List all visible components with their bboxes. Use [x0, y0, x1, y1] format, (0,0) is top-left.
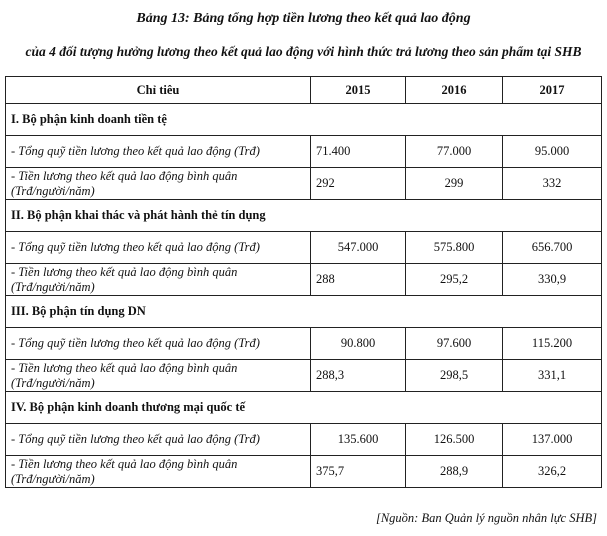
row-label: - Tổng quỹ tiền lương theo kết quả lao động (Trđ) — [6, 424, 311, 456]
section-title: III. Bộ phận tín dụng DN — [6, 296, 602, 328]
section-title: II. Bộ phận khai thác và phát hành thẻ tín dụng — [6, 200, 602, 232]
table-row — [6, 264, 602, 296]
value-2016: 97.600 — [406, 328, 503, 360]
salary-table — [5, 76, 602, 488]
value-2015: 292 — [311, 168, 406, 200]
value-2016: 77.000 — [406, 136, 503, 168]
value-2015: 90.800 — [311, 328, 406, 360]
table-title: Bảng 13: Bảng tổng hợp tiền lương theo kết quả lao động — [136, 11, 471, 26]
value-2016: 126.500 — [406, 424, 503, 456]
table-row — [6, 360, 602, 392]
value-2017: 330,9 — [503, 264, 602, 296]
value-2015: 288,3 — [311, 360, 406, 392]
row-label: - Tiền lương theo kết quả lao động bình quân (Trđ/người/năm) — [6, 168, 311, 200]
row-label: - Tổng quỹ tiền lương theo kết quả lao động (Trđ) — [6, 136, 311, 168]
value-2017: 332 — [503, 168, 602, 200]
table-row — [6, 168, 602, 200]
value-2017: 331,1 — [503, 360, 602, 392]
table-row — [6, 136, 602, 168]
section-row — [6, 104, 602, 136]
value-2016: 298,5 — [406, 360, 503, 392]
value-2016: 299 — [406, 168, 503, 200]
header-2017: 2017 — [503, 77, 602, 104]
header-2015: 2015 — [311, 77, 406, 104]
table-row — [6, 424, 602, 456]
value-2016: 295,2 — [406, 264, 503, 296]
section-title: I. Bộ phận kinh doanh tiền tệ — [6, 104, 602, 136]
table-row — [6, 328, 602, 360]
table-subtitle: của 4 đối tượng hưởng lương theo kết quả lao động với hình thức trả lương theo sản phẩm tại SHB — [25, 44, 582, 59]
value-2017: 95.000 — [503, 136, 602, 168]
value-2015: 375,7 — [311, 456, 406, 488]
value-2015: 288 — [311, 264, 406, 296]
section-row — [6, 296, 602, 328]
section-row — [6, 200, 602, 232]
value-2017: 326,2 — [503, 456, 602, 488]
table-row — [6, 232, 602, 264]
value-2017: 137.000 — [503, 424, 602, 456]
header-2016: 2016 — [406, 77, 503, 104]
source-note: [Nguồn: Ban Quản lý nguồn nhân lực SHB] — [375, 511, 597, 525]
header-row — [6, 77, 602, 104]
value-2016: 575.800 — [406, 232, 503, 264]
value-2015: 547.000 — [311, 232, 406, 264]
value-2016: 288,9 — [406, 456, 503, 488]
value-2017: 656.700 — [503, 232, 602, 264]
row-label: - Tiền lương theo kết quả lao động bình quân (Trđ/người/năm) — [6, 456, 311, 488]
value-2015: 71.400 — [311, 136, 406, 168]
row-label: - Tiền lương theo kết quả lao động bình quân (Trđ/người/năm) — [6, 264, 311, 296]
value-2017: 115.200 — [503, 328, 602, 360]
row-label: - Tiền lương theo kết quả lao động bình quân (Trđ/người/năm) — [6, 360, 311, 392]
row-label: - Tổng quỹ tiền lương theo kết quả lao động (Trđ) — [6, 232, 311, 264]
value-2015: 135.600 — [311, 424, 406, 456]
row-label: - Tổng quỹ tiền lương theo kết quả lao động (Trđ) — [6, 328, 311, 360]
section-row — [6, 392, 602, 424]
header-criteria: Chỉ tiêu — [6, 77, 311, 104]
table-row — [6, 456, 602, 488]
section-title: IV. Bộ phận kinh doanh thương mại quốc tế — [6, 392, 602, 424]
